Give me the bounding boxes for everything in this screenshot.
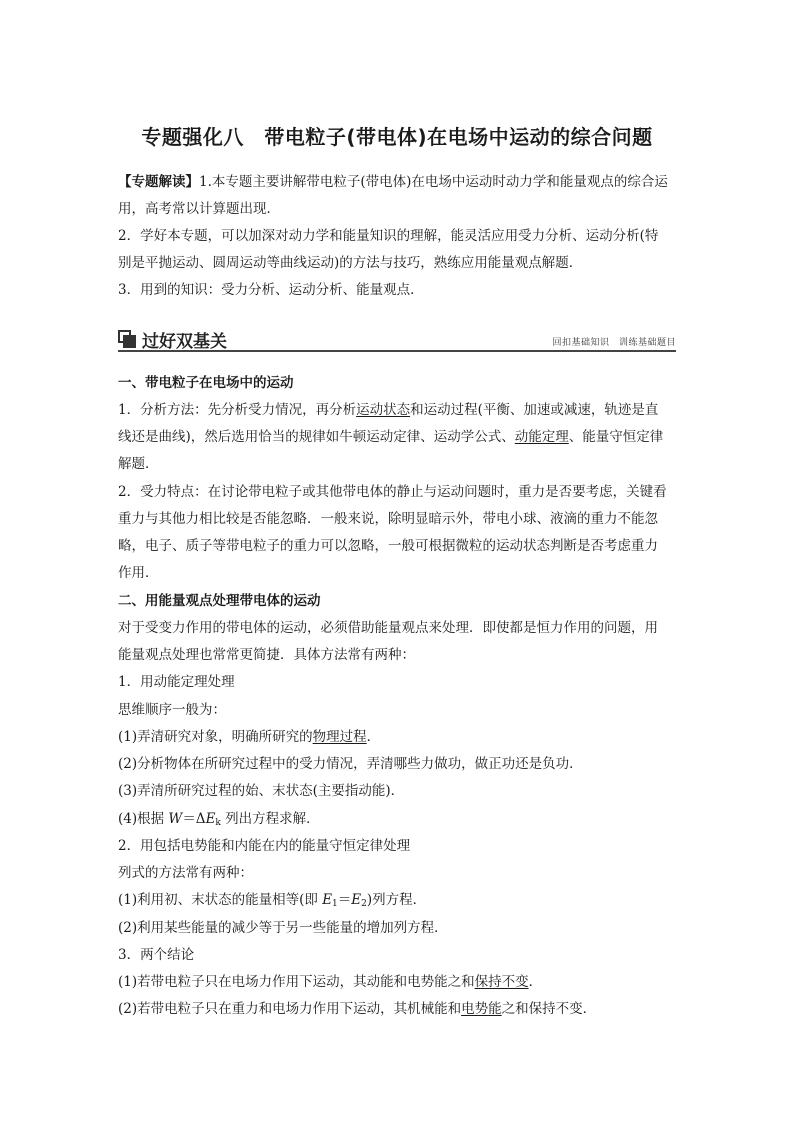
p2-sub-2: 2．用包括电势能和内能在内的能量守恒定律处理 (118, 838, 411, 854)
section-divider (118, 350, 676, 352)
p2-eq-item-2: (2)利用某些能量的减少等于另一些能量的增加列方程． (118, 920, 448, 936)
intro-line-1: 【专题解读】1.本专题主要讲解带电粒子(带电体)在电场中运动时动力学和能量观点的综合运 (118, 174, 668, 190)
p1-line-f: 略，电子、质子等带电粒子的重力可以忽略，一般可根据微粒的运动状态判断是否考虑重力 (118, 538, 658, 554)
p1-line-a: 1．分析方法：先分析受力情况，再分析运动状态和运动过程(平衡、加速或减速，轨迹是直 (118, 402, 659, 418)
p2-sub-3: 3．两个结论 (118, 947, 195, 963)
p1-line-d: 2．受力特点：在讨论带电粒子或其他带电体的静止与运动问题时，重力是否要考虑，关键看 (118, 484, 667, 500)
intro-bracket: 【专题解读】 (118, 174, 199, 190)
p1-line-g: 作用． (118, 565, 159, 581)
p1-line-e: 重力与其他力相比较是否能忽略．一般来说，除明显暗示外，带电小球、液滴的重力不能忽 (118, 511, 658, 527)
p2-sub-2-intro: 列式的方法常有两种： (118, 865, 253, 881)
p2-item-1: (1)弄清研究对象，明确所研究的物理过程． (118, 729, 381, 745)
heading-2: 二、用能量观点处理带电体的运动 (118, 593, 321, 609)
p2-conclusion-2: (2)若带电粒子只在重力和电场力作用下运动，其机械能和电势能之和保持不变． (118, 1001, 597, 1017)
p1-line-c: 解题． (118, 456, 159, 472)
section-square-icon (118, 330, 136, 348)
p1-line-b: 线还是曲线)，然后选用恰当的规律如牛顿运动定律、运动学公式、动能定理、能量守恒定律 (118, 429, 664, 445)
p2-sub-1-intro: 思维顺序一般为： (118, 702, 226, 718)
p2-line-a: 对于受变力作用的带电体的运动，必须借助能量观点来处理．即使都是恒力作用的问题，用 (118, 620, 658, 636)
intro-line-3: 2．学好本专题，可以加深对动力学和能量知识的理解，能灵活应用受力分析、运动分析(特 (118, 228, 659, 244)
p2-item-3: (3)弄清所研究过程的始、末状态(主要指动能)． (118, 783, 405, 799)
p2-sub-1: 1．用动能定理处理 (118, 674, 235, 690)
p2-item-4: (4)根据 $W=\Delta E_k$ 列出方程求解． (118, 811, 320, 828)
p2-item-2: (2)分析物体在所研究过程中的受力情况，弄清哪些力做功，做正功还是负功． (118, 756, 583, 772)
intro-line-2: 用，高考常以计算题出现． (118, 201, 280, 217)
section-subtitle: 回扣基础知识 训练基础题目 (552, 338, 676, 348)
section-title: 过好双基关 (142, 332, 227, 352)
page-title: 专题强化八 带电粒子(带电体)在电场中运动的综合问题 (141, 125, 653, 149)
p2-conclusion-1: (1)若带电粒子只在电场力作用下运动，其动能和电势能之和保持不变． (118, 974, 543, 990)
p2-eq-item-1: (1)利用初、末状态的能量相等(即 $E_1=E_2$)列方程． (118, 892, 427, 909)
intro-line-4: 别是平抛运动、圆周运动等曲线运动)的方法与技巧，熟练应用能量观点解题． (118, 255, 583, 271)
intro-line-5: 3．用到的知识：受力分析、运动分析、能量观点． (118, 282, 424, 298)
p2-line-b: 能量观点处理也常常更简捷．具体方法常有两种： (118, 647, 415, 663)
section-header (118, 326, 676, 350)
heading-1: 一、带电粒子在电场中的运动 (118, 375, 294, 391)
